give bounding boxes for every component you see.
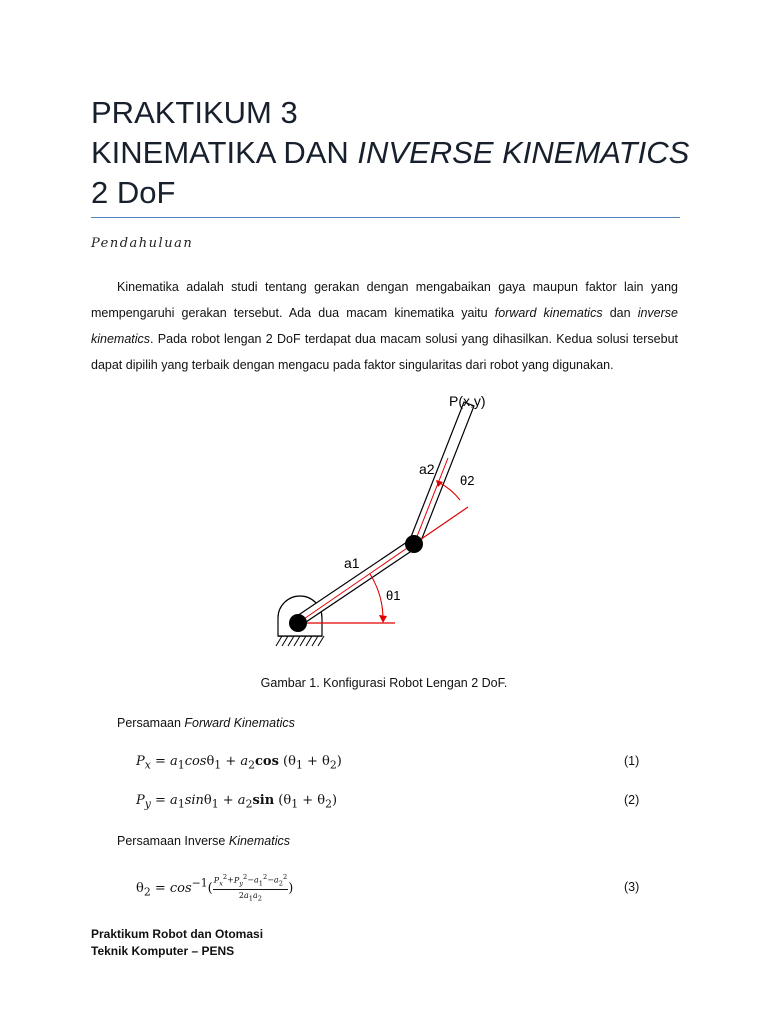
label-a2: a2 [419, 461, 435, 477]
intro-text-1: Kinematika adalah studi tentang gerakan dengan mengabaikan gaya maupun faktor lain yang mempengaruhi gerakan tersebut. Ada dua macam kinematika yaitu [91, 280, 678, 320]
inverse-label-normal: Persamaan Inverse [117, 834, 229, 848]
intro-italic-1: forward kinematics [494, 306, 603, 320]
theta1-arc [370, 574, 383, 620]
robot-arm-figure [270, 388, 500, 658]
intro-text-2: dan [602, 306, 638, 320]
equation-3: $\theta_2 = \cos^{-1}$( $\frac{P_x^2+P_y^2-a_1^2-a_2^2}{2a_1a_2}$ ) [136, 873, 294, 903]
forward-kinematics-label [117, 716, 295, 730]
equation-3-number: (3) [624, 880, 640, 894]
equation-2-number: (2) [624, 793, 640, 807]
inverse-kinematics-label [117, 834, 290, 848]
document-title [91, 93, 691, 213]
theta1-arrowhead [379, 615, 387, 623]
equation-2: $P_y = a_1\sin\theta_1 + a_2\sin$ $(\theta_1 + \theta_2)$ [136, 793, 338, 811]
ground-hatch [276, 636, 324, 646]
base-joint [289, 614, 307, 632]
intro-text-3: . Pada robot lengan 2 DoF terdapat dua macam solusi yang dihasilkan. Kedua solusi tersebut dapat dipilih yang terbaik dengan mengacu pada faktor singularitas dari robot yang digunakan. [91, 332, 678, 372]
title-line-2-normal: KINEMATIKA DAN [91, 135, 358, 170]
equation-1: $P_x = a_1\cos\theta_1 + a_2\cos$ $(\theta_1 + \theta_2)$ [136, 754, 342, 772]
title-divider [91, 217, 680, 218]
title-line-3: 2 DoF [91, 175, 176, 210]
page-footer [91, 926, 263, 960]
figure-caption: Gambar 1. Konfigurasi Robot Lengan 2 DoF. [260, 676, 508, 690]
footer-line-2: Teknik Komputer – PENS [91, 944, 235, 958]
title-line-2-italic: INVERSE KINEMATICS [357, 135, 690, 170]
footer-line-1: Praktikum Robot dan Otomasi [91, 927, 264, 941]
intro-italic-2: inverse kinematics [91, 306, 678, 346]
forward-label-italic: Forward Kinematics [184, 716, 295, 730]
title-line-1: PRAKTIKUM 3 [91, 95, 298, 130]
label-theta1: θ1 [386, 588, 401, 603]
inverse-label-italic: Kinematics [228, 834, 290, 848]
title-line-2 [91, 133, 691, 173]
intro-paragraph [91, 274, 678, 378]
label-theta2: θ2 [460, 473, 475, 488]
label-a1: a1 [344, 555, 360, 571]
equation-3-fraction: $\frac{P_x^2+P_y^2-a_1^2-a_2^2}{2a_1a_2}$ [213, 873, 288, 903]
label-point: P(x,y) [449, 393, 486, 409]
equation-1-number: (1) [624, 754, 640, 768]
forward-label-normal: Persamaan [117, 716, 185, 730]
elbow-joint [405, 535, 423, 553]
section-heading: Pendahuluan [91, 236, 194, 251]
